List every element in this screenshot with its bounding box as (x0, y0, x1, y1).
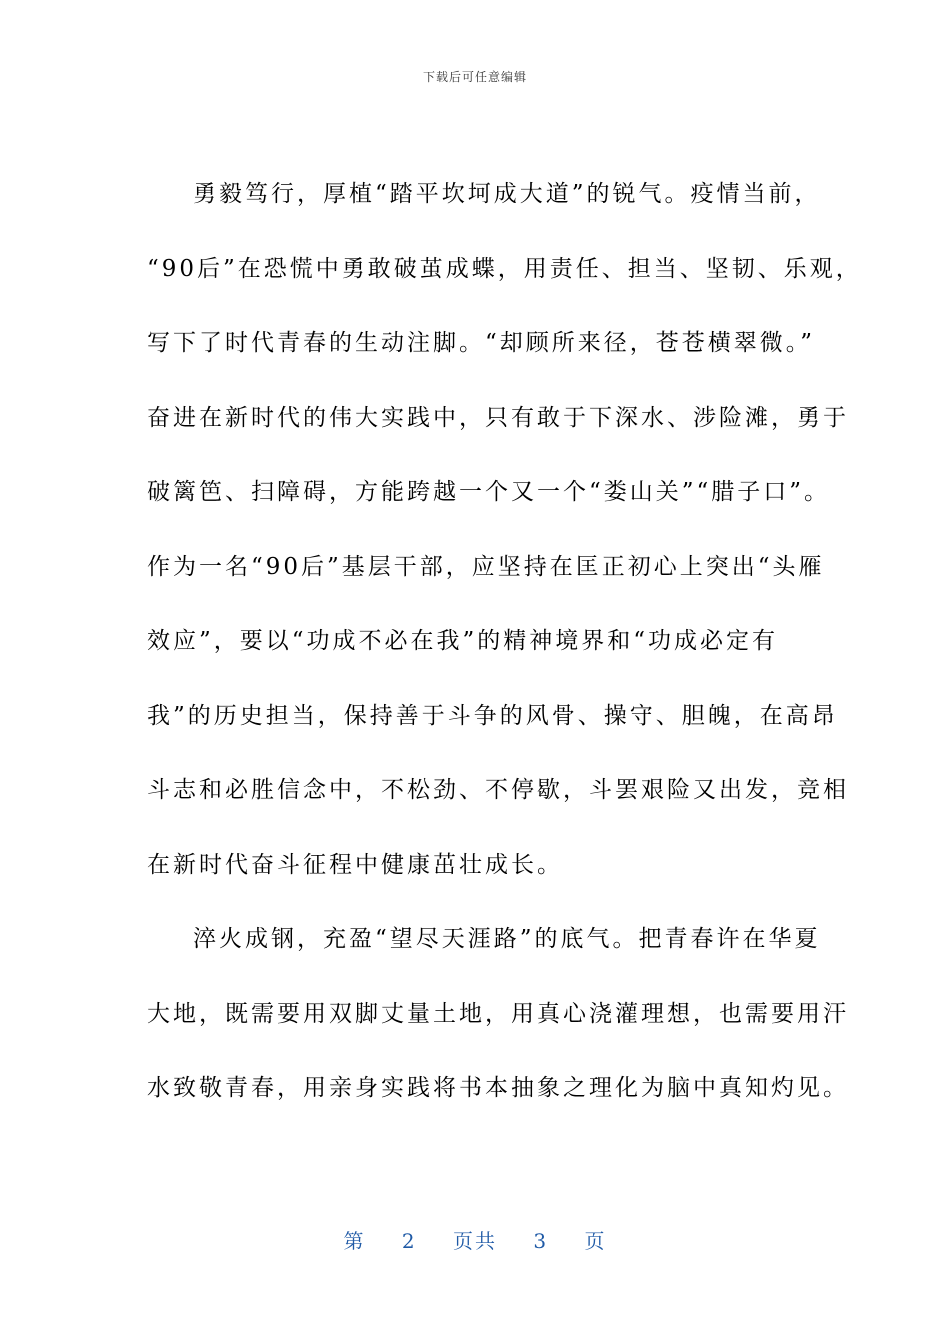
page-prefix: 第 (343, 1229, 366, 1253)
page-footer (0, 1225, 950, 1254)
paragraph-1-line-7: 效应”，要以“功成不必在我”的精神境界和“功成必定有 (147, 628, 779, 654)
paragraph-1-line-3: 写下了时代青春的生动注脚。“却顾所来径，苍苍横翠微。” (147, 330, 816, 356)
paragraph-1-line-6: 作为一名“90后”基层干部，应坚持在匡正初心上突出“头雁 (147, 553, 825, 580)
paragraph-2-line-2: 大地，既需要用双脚丈量土地，用真心浇灌理想，也需要用汗 (147, 1000, 849, 1027)
paragraph-1-line-1: 勇毅笃行，厚植“踏平坎坷成大道”的锐气。疫情当前， (193, 181, 821, 207)
paragraph-2-line-3: 水致敬青春，用亲身实践将书本抽象之理化为脑中真知灼见。 (147, 1075, 849, 1101)
header-note: 下载后可任意编辑 (422, 70, 527, 84)
paragraph-1-line-5: 破篱笆、扫障碍，方能跨越一个又一个“娄山关”“腊子口”。 (147, 479, 831, 505)
paragraph-1-line-9: 斗志和必胜信念中，不松劲、不停歇，斗罢艰险又出发，竞相 (147, 777, 849, 803)
current-page-number: 2 (401, 1229, 417, 1253)
paragraph-1-line-4: 奋进在新时代的伟大实践中，只有敢于下深水、涉险滩，勇于 (147, 404, 849, 431)
paragraph-1-line-8: 我”的历史担当，保持善于斗争的风骨、操守、胆魄，在高昂 (147, 702, 838, 729)
paragraph-2-line-1: 淬火成钢，充盈“望尽天涯路”的底气。把青春许在华夏 (193, 926, 821, 952)
paragraph-1-line-2: “90后”在恐慌中勇敢破茧成蝶，用责任、担当、坚韧、乐观， (147, 255, 862, 282)
document-body (147, 168, 862, 1137)
page-suffix: 页 (584, 1229, 607, 1253)
page-mid: 页共 (453, 1229, 497, 1253)
total-pages-number: 3 (533, 1229, 549, 1253)
paragraph-1-line-10: 在新时代奋斗征程中健康茁壮成长。 (147, 851, 563, 878)
